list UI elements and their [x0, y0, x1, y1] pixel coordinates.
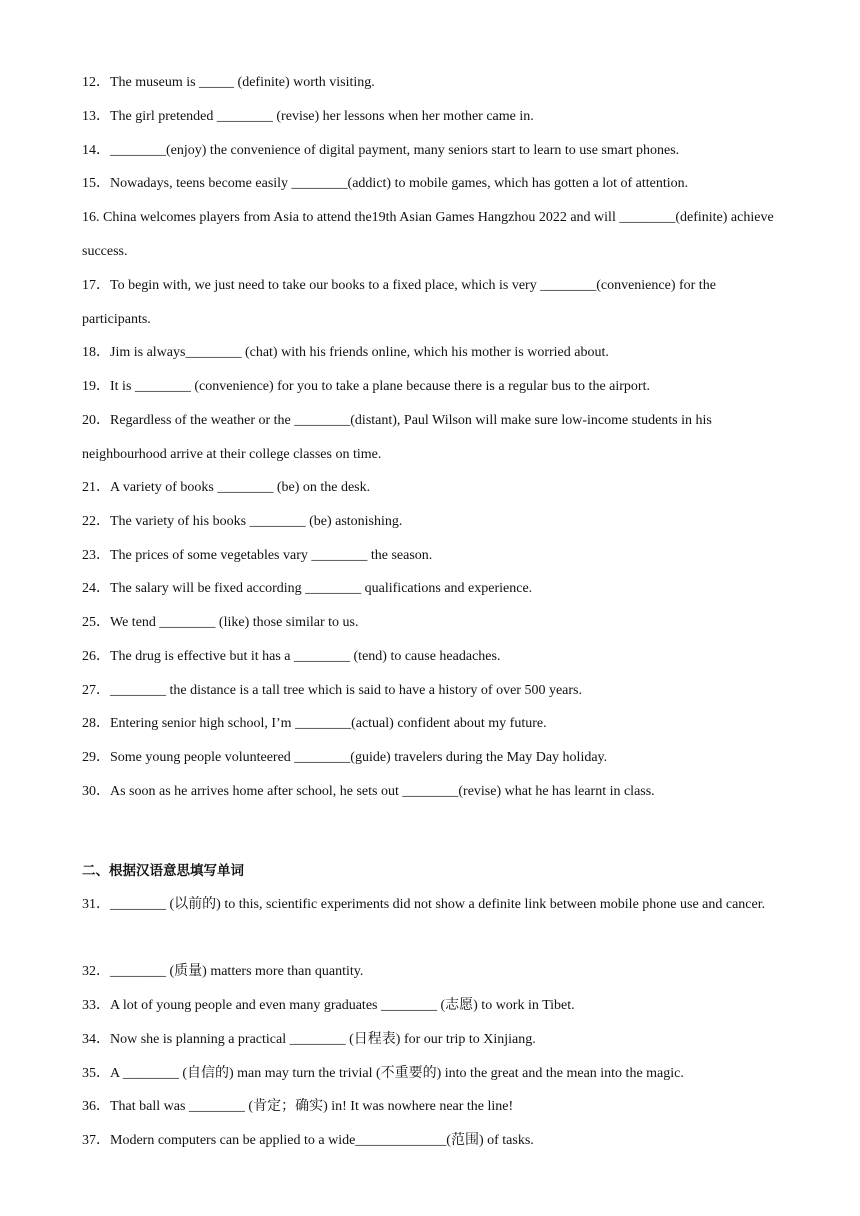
question-12: 12．The museum is _____ (definite) worth visiting.: [82, 75, 375, 90]
question-35: 35．A ________ (自信的) man may turn the trivial (不重要的) into the great and the mean into the magic.: [82, 1066, 684, 1081]
question-19: 19．It is ________ (convenience) for you to take a plane because there is a regular bus to the airport.: [82, 379, 650, 394]
question-32: 32．________ (质量) matters more than quantity.: [82, 964, 364, 979]
question-13: 13．The girl pretended ________ (revise) her lessons when her mother came in.: [82, 109, 534, 124]
question-16: 16. China welcomes players from Asia to attend the19th Asian Games Hangzhou 2022 and will ________(definite) achieve success.: [82, 210, 774, 259]
question-26: 26．The drug is effective but it has a ________ (tend) to cause headaches.: [82, 649, 501, 664]
question-22: 22．The variety of his books ________ (be) astonishing.: [82, 514, 403, 529]
section-heading: 二、根据汉语意思填写单词: [82, 863, 244, 879]
question-34: 34．Now she is planning a practical ________ (日程表) for our trip to Xinjiang.: [82, 1032, 536, 1047]
question-29: 29．Some young people volunteered ________(guide) travelers during the May Day holiday.: [82, 750, 608, 765]
question-24: 24．The salary will be fixed according ________ qualifications and experience.: [82, 581, 533, 596]
question-17: 17．To begin with, we just need to take our books to a fixed place, which is very ________(convenience) for the participants.: [82, 278, 716, 327]
question-31: 31．________ (以前的) to this, scientific experiments did not show a definite link between mobile phone use and cancer.: [82, 897, 766, 912]
question-20: 20．Regardless of the weather or the ________(distant), Paul Wilson will make sure low-income students in his neighbourhood arrive at their college classes on time.: [82, 413, 712, 462]
question-25: 25．We tend ________ (like) those similar to us.: [82, 615, 359, 630]
question-33: 33．A lot of young people and even many graduates ________ (志愿) to work in Tibet.: [82, 998, 575, 1013]
question-14: 14．________(enjoy) the convenience of digital payment, many seniors start to learn to use smart phones.: [82, 143, 680, 158]
question-28: 28．Entering senior high school, I’m ________(actual) confident about my future.: [82, 716, 547, 731]
question-27: 27．________ the distance is a tall tree which is said to have a history of over 500 years.: [82, 683, 582, 698]
question-23: 23．The prices of some vegetables vary ________ the season.: [82, 548, 433, 563]
question-15: 15．Nowadays, teens become easily ________(addict) to mobile games, which has gotten a lot of attention.: [82, 176, 689, 191]
question-30: 30．As soon as he arrives home after school, he sets out ________(revise) what he has learnt in class.: [82, 784, 655, 799]
question-18: 18．Jim is always________ (chat) with his friends online, which his mother is worried about.: [82, 345, 609, 360]
question-37: 37．Modern computers can be applied to a wide_____________(范围) of tasks.: [82, 1133, 534, 1148]
question-21: 21．A variety of books ________ (be) on the desk.: [82, 480, 371, 495]
question-36: 36．That ball was ________ (肯定；确实) in! It was nowhere near the line!: [82, 1099, 514, 1114]
